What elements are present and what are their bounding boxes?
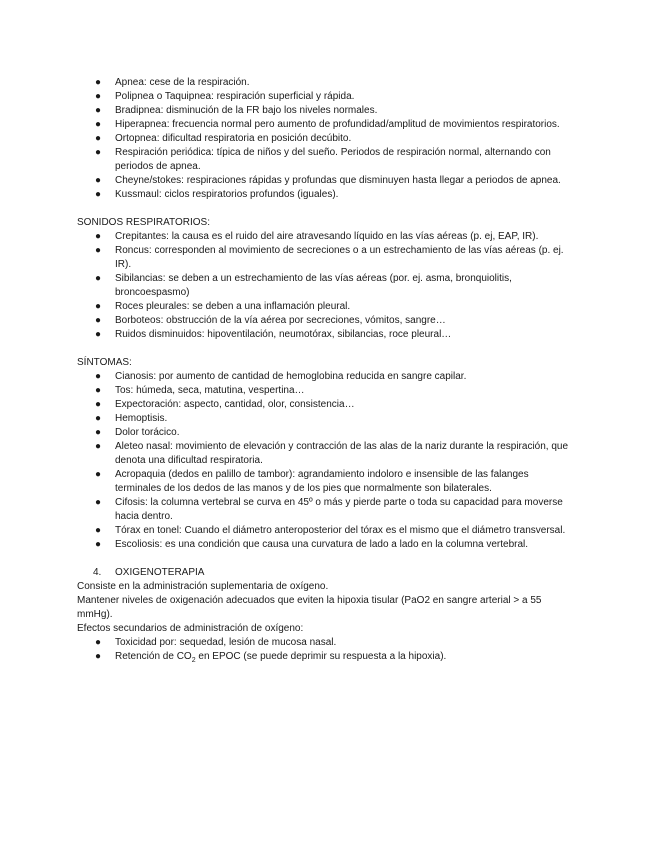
bullet-icon: ●: [95, 119, 102, 130]
sintomas-list: [77, 370, 577, 552]
list-item-text: Ortopnea: dificultad respiratoria en posición decúbito.: [115, 133, 352, 144]
respiration-list: [77, 76, 577, 202]
bullet-icon: ●: [95, 385, 102, 396]
list-item-text: Roces pleurales: se deben a una inflamación pleural.: [115, 301, 351, 312]
list-item: [77, 524, 577, 538]
list-item: [77, 538, 577, 552]
list-item-text: Roncus: corresponden al movimiento de secreciones o a un estrechamiento de las vías aéreas (p. ej. IR).: [115, 245, 564, 270]
sonidos-list: [77, 230, 577, 342]
bullet-icon: ●: [95, 133, 102, 144]
list-item: [77, 146, 577, 174]
list-item-text: Bradipnea: disminución de la FR bajo los niveles normales.: [115, 105, 378, 116]
bullet-icon: ●: [95, 147, 102, 158]
bullet-icon: ●: [95, 245, 102, 256]
list-item: [77, 132, 577, 146]
list-item-text: Sibilancias: se deben a un estrechamiento de las vías aéreas (por. ej. asma, bronquiolitis, broncoespasmo): [115, 273, 512, 298]
list-item-text: Tos: húmeda, seca, matutina, vespertina…: [115, 385, 305, 396]
list-item-text: Borboteos: obstrucción de la vía aérea por secreciones, vómitos, sangre…: [115, 315, 446, 326]
bullet-icon: ●: [95, 427, 102, 438]
sintomas-heading: SÍNTOMAS:: [77, 357, 132, 368]
list-item-text: Respiración periódica: típica de niños y del sueño. Periodos de respiración normal, alternando con periodos de apnea.: [115, 147, 551, 172]
bullet-icon: ●: [95, 441, 102, 452]
list-item-text: Tórax en tonel: Cuando el diámetro anteroposterior del tórax es el mismo que el diámetro transversal.: [115, 525, 566, 536]
list-item: [77, 300, 577, 314]
list-item: [77, 650, 577, 664]
sonidos-heading: SONIDOS RESPIRATORIOS:: [77, 217, 210, 228]
bullet-icon: ●: [95, 651, 102, 662]
list-item-text: Kussmaul: ciclos respiratorios profundos (iguales).: [115, 189, 339, 200]
oxigenoterapia-para-3: Efectos secundarios de administración de oxígeno:: [77, 623, 304, 634]
bullet-icon: ●: [95, 301, 102, 312]
list-item: [77, 426, 577, 440]
list-item: [77, 90, 577, 104]
oxigenoterapia-para-2: Mantener niveles de oxigenación adecuados que eviten la hipoxia tisular (PaO2 en sangre arterial > a 55 mmHg).: [77, 595, 542, 620]
bullet-icon: ●: [95, 77, 102, 88]
bullet-icon: ●: [95, 469, 102, 480]
bullet-icon: ●: [95, 539, 102, 550]
section-number: 4.: [93, 567, 102, 578]
sonidos-section: [77, 216, 577, 342]
list-item-text: Cianosis: por aumento de cantidad de hemoglobina reducida en sangre capilar.: [115, 371, 467, 382]
retention-subscript: 2: [191, 657, 196, 664]
list-item-text: Hemoptisis.: [115, 413, 168, 424]
efectos-list-retention: [77, 650, 577, 664]
bullet-icon: ●: [95, 371, 102, 382]
retention-text-before: Retención de CO: [115, 651, 192, 662]
list-item-text: Polipnea o Taquipnea: respiración superficial y rápida.: [115, 91, 355, 102]
bullet-icon: ●: [95, 637, 102, 648]
bullet-icon: ●: [95, 497, 102, 508]
bullet-icon: ●: [95, 413, 102, 424]
document-page: [77, 76, 577, 664]
bullet-icon: ●: [95, 525, 102, 536]
list-item-text: Escoliosis: es una condición que causa una curvatura de lado a lado en la columna vertebral.: [115, 539, 529, 550]
list-item: [77, 174, 577, 188]
bullet-icon: ●: [95, 399, 102, 410]
list-item: [77, 328, 577, 342]
list-item: [77, 384, 577, 398]
oxigenoterapia-para-1: Consiste en la administración suplementaria de oxígeno.: [77, 581, 329, 592]
oxigenoterapia-section: [77, 566, 577, 664]
list-item-text: Dolor torácico.: [115, 427, 180, 438]
list-item: [77, 244, 577, 272]
bullet-icon: ●: [95, 273, 102, 284]
list-item: [77, 314, 577, 328]
list-item: [77, 468, 577, 496]
bullet-icon: ●: [95, 329, 102, 340]
list-item: [77, 104, 577, 118]
list-item-text: Apnea: cese de la respiración.: [115, 77, 250, 88]
list-item: [77, 76, 577, 90]
list-item-text: Cifosis: la columna vertebral se curva en 45º o más y pierde parte o toda su capacidad para moverse hacia dentro.: [115, 497, 563, 522]
bullet-icon: ●: [95, 175, 102, 186]
oxigenoterapia-heading: [77, 566, 577, 580]
list-item: [77, 370, 577, 384]
list-item-text: Toxicidad por: sequedad, lesión de mucosa nasal.: [115, 637, 337, 648]
bullet-icon: ●: [95, 189, 102, 200]
list-item-text: Cheyne/stokes: respiraciones rápidas y profundas que disminuyen hasta llegar a periodos de apnea.: [115, 175, 561, 186]
bullet-icon: ●: [95, 105, 102, 116]
list-item-text: Crepitantes: la causa es el ruido del aire atravesando líquido en las vías aéreas (p. ej, EAP, IR).: [115, 231, 539, 242]
list-item: [77, 440, 577, 468]
list-item: [77, 636, 577, 650]
efectos-list: [77, 636, 577, 650]
list-item: [77, 412, 577, 426]
list-item-text: Hiperapnea: frecuencia normal pero aumento de profundidad/amplitud de movimientos respiratorios.: [115, 119, 560, 130]
bullet-icon: ●: [95, 315, 102, 326]
list-item-text: Acropaquia (dedos en palillo de tambor): agrandamiento indoloro e insensible de las falanges terminales de los dedos de las manos y de los pies que normalmente son bilaterales.: [115, 469, 529, 494]
retention-text-after: en EPOC (se puede deprimir su respuesta a la hipoxia).: [195, 651, 447, 662]
bullet-icon: ●: [95, 231, 102, 242]
bullet-icon: ●: [95, 91, 102, 102]
list-item-text: Expectoración: aspecto, cantidad, olor, consistencia…: [115, 399, 355, 410]
list-item-text: Ruidos disminuidos: hipoventilación, neumotórax, sibilancias, roce pleural…: [115, 329, 452, 340]
list-item: [77, 496, 577, 524]
list-item: [77, 118, 577, 132]
sintomas-section: [77, 356, 577, 552]
list-item: [77, 398, 577, 412]
section-title: OXIGENOTERAPIA: [115, 567, 205, 578]
list-item: [77, 272, 577, 300]
list-item-text: Aleteo nasal: movimiento de elevación y contracción de las alas de la nariz durante la respiración, que denota una dificultad respiratoria.: [115, 441, 569, 466]
list-item: [77, 188, 577, 202]
list-item: [77, 230, 577, 244]
